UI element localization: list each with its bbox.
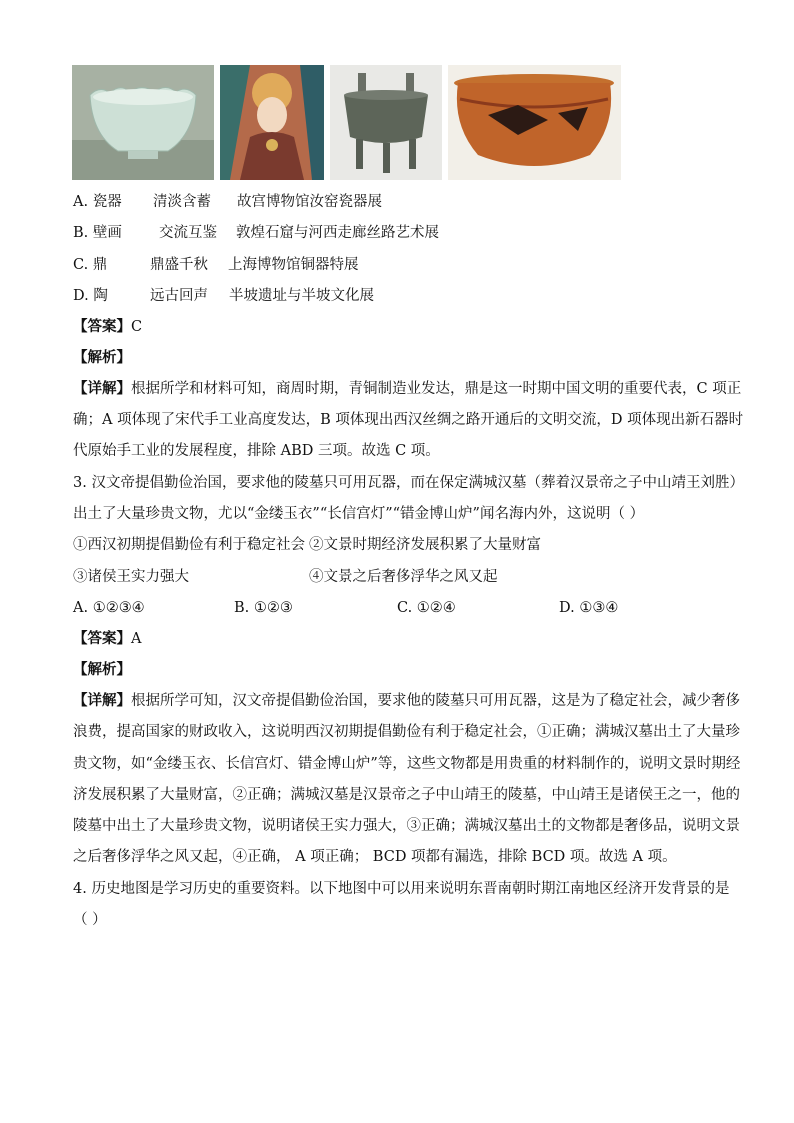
celadon-bowl-image (72, 65, 214, 180)
q2-detail-line-2: 确；A 项体现了宋代手工业高度发达，B 项体现出西汉丝绸之路开通后的文明交流，D 项体现出新石器时 (73, 412, 744, 428)
q3-detail-line-1 (73, 691, 740, 711)
q3-detail-line-4: 济发展积累了大量财富，②正确；满城汉墓是汉景帝之子中山靖王的陵墓，中山靖王是诸侯王之一，他的 (73, 787, 740, 803)
bronze-ding-image (330, 65, 442, 180)
q3-analysis-label: 【解析】 (73, 661, 131, 678)
option-theme: 清淡含蓄 (153, 194, 211, 210)
detail-text: 根据所学可知，汉文帝提倡勤俭治国，要求他的陵墓只可用瓦器，这是为了稳定社会，减少奢侈 (131, 693, 740, 709)
q3-stem-line-1: 3. 汉文帝提倡勤俭治国，要求他的陵墓只可用瓦器，而在保定满城汉墓（葬着汉景帝之子中山靖王刘胜） (73, 475, 744, 491)
statement-1: ①西汉初期提倡勤俭有利于稳定社会 (73, 537, 305, 553)
statement-3: ③诸侯王实力强大 (73, 569, 189, 585)
statement-4: ④文景之后奢侈浮华之风又起 (309, 569, 498, 585)
option-letter: A. 瓷器 (73, 194, 122, 210)
answer-value: C (131, 319, 143, 335)
q4-stem-line-2: （ ） (73, 912, 107, 928)
answer-label: 【答案】 (73, 630, 131, 647)
q3-detail-line-5: 陵墓中出土了大量珍贵文物，说明诸侯王实力强大，③正确；满城汉墓出土的文物都是奢侈品，说明文景 (73, 818, 740, 834)
statement-2: ②文景时期经济发展积累了大量财富 (309, 537, 541, 553)
q3-stem-line-2: 出土了大量珍贵文物，尤以“金缕玉衣”“长信宫灯”“错金博山炉”闻名海内外，这说明（ ） (73, 506, 645, 522)
q3-detail-line-3: 贵文物，如“金缕玉衣、长信宫灯、错金博山炉”等，这些文物都是用贵重的材料制作的，说明文景时期经 (73, 756, 741, 772)
q2-answer (73, 317, 142, 337)
choice-b: B. ①②③ (234, 600, 293, 616)
option-exhibit: 上海博物馆铜器特展 (228, 257, 359, 273)
detail-label: 【详解】 (73, 692, 131, 709)
detail-text: 根据所学和材料可知，商周时期，青铜制造业发达，鼎是这一时期中国文明的重要代表，C 项正 (131, 381, 742, 397)
option-letter: C. 鼎 (73, 257, 108, 273)
mural-image (220, 65, 324, 180)
option-exhibit: 故宫博物馆汝窑瓷器展 (237, 194, 382, 210)
q4-stem-line-1: 4. 历史地图是学习历史的重要资料。以下地图中可以用来说明东晋南朝时期江南地区经济开发背景的是 (73, 881, 730, 897)
choice-c: C. ①②④ (397, 600, 456, 616)
answer-label: 【答案】 (73, 318, 131, 335)
painted-pottery-image (448, 65, 621, 180)
choice-a: A. ①②③④ (73, 600, 145, 616)
answer-value: A (131, 631, 142, 647)
option-theme: 鼎盛千秋 (150, 257, 208, 273)
q2-detail-line-1 (73, 379, 741, 399)
option-exhibit: 半坡遗址与半坡文化展 (229, 288, 374, 304)
choice-d: D. ①③④ (559, 600, 619, 616)
option-letter: B. 壁画 (73, 225, 122, 241)
q2-detail-line-3: 代原始手工业的发展程度，排除 ABD 三项。故选 C 项。 (73, 443, 440, 459)
q3-detail-line-6: 之后奢侈浮华之风又起，④正确， A 项正确； BCD 项都有漏选，排除 BCD 项。故选 A 项。 (73, 849, 677, 865)
q3-answer (73, 629, 141, 649)
option-letter: D. 陶 (73, 288, 108, 304)
option-theme: 远古回声 (150, 288, 208, 304)
option-theme: 交流互鉴 (159, 225, 217, 241)
q3-detail-line-2: 浪费，提高国家的财政收入，这说明西汉初期提倡勤俭有利于稳定社会，①正确；满城汉墓出土了大量珍 (73, 724, 740, 740)
q2-analysis-label: 【解析】 (73, 349, 131, 366)
option-exhibit: 敦煌石窟与河西走廊丝路艺术展 (236, 225, 439, 241)
detail-label: 【详解】 (73, 380, 131, 397)
